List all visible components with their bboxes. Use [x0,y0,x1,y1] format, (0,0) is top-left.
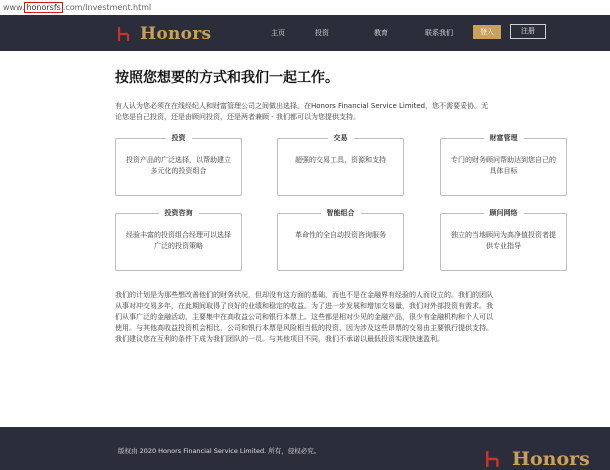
card-title: 交易 [328,134,354,142]
nav-contact[interactable]: 联系我们 [425,29,453,37]
logo-mark-icon [118,26,132,42]
site-footer [0,427,610,470]
service-card-wealth[interactable] [440,134,567,196]
service-card-smart-portfolio[interactable] [277,209,404,271]
nav-home[interactable]: 主页 [271,29,285,37]
nav-education[interactable]: 教育 [374,29,388,37]
login-button[interactable]: 登入 [473,25,501,39]
card-title: 顾问网络 [484,209,524,217]
nav-invest[interactable]: 投资 [315,29,329,37]
card-title: 投资咨询 [159,209,199,217]
brand-logo[interactable] [118,24,211,44]
brand-name: Honors [140,24,212,44]
card-description: 革命性的全自动投资咨询服务 [295,231,386,239]
card-description: 投资产品的广泛选择，以帮助建立多元化的投资组合 [126,156,231,175]
card-title: 财富管理 [484,134,524,142]
intro-paragraph: 有人认为您必须在在线经纪人和财富管理公司之间做出选择。在Honors Financial Service Limited，您不需要妥协。无论您是自己投资，还是由顾问投资，还是两者兼顾 - 我们都可以为您提供支持。 [115,102,489,121]
copyright-text: 版权由 2020 Honors Financial Service Limited. 所有，侵权必究。 [118,447,321,455]
register-button[interactable]: 注册 [510,24,546,39]
service-card-advisory[interactable] [115,209,242,271]
card-description: 独立的当地顾问为高净值投资者提供专业指导 [451,231,556,250]
url-domain-highlight: honorsfs [26,3,61,12]
url-suffix: .com/Investment.html [62,3,152,12]
service-card-investment[interactable] [115,134,242,196]
footer-brand-name: Honors [512,448,590,470]
logo-mark-icon [486,450,502,468]
card-title: 投资 [166,134,192,142]
site-header [0,15,610,51]
url-prefix: www. [3,3,25,12]
page-title: 按照您想要的方式和我们一起工作。 [115,70,339,86]
card-description: 经验丰富的投资组合经理可以选择广泛的投资策略 [126,231,231,250]
service-card-trading[interactable] [277,134,404,196]
card-description: 专门的财务顾问帮助达到您自己的具体目标 [451,156,556,175]
card-description: 超强的交易工具，资源和支持 [295,156,386,164]
address-bar[interactable] [0,0,610,15]
card-title: 智能组合 [321,209,361,217]
plan-paragraph: 我们的计划是为那些想改善他们的财务状况，但却没有这方面的基础，而也不是在金融界有经验的人而设立的。我们的团队从事对冲交易多年，在此期间取得了良好的业绩和稳定的收益。为了进一步发展和增加交易量，我们对外部投资有需求。我们从事广泛的金融活动，主要集中在高收益公司和银行本票上。这些都是相对少见的金融产品，很少有金融机构和个人可以使用。与其他高收益投资机会相比，公司和银行本票是风险相当低的投资，因为涉及这些昂票的交易由主要银行提供支持。我们建议您在互利的条件下成为我们团队的一员。与其他项目不同，我们不承诺以最低投资实现快速盈利。 [115,291,493,343]
footer-logo[interactable] [486,448,590,470]
service-card-advisor-network[interactable] [440,209,567,271]
